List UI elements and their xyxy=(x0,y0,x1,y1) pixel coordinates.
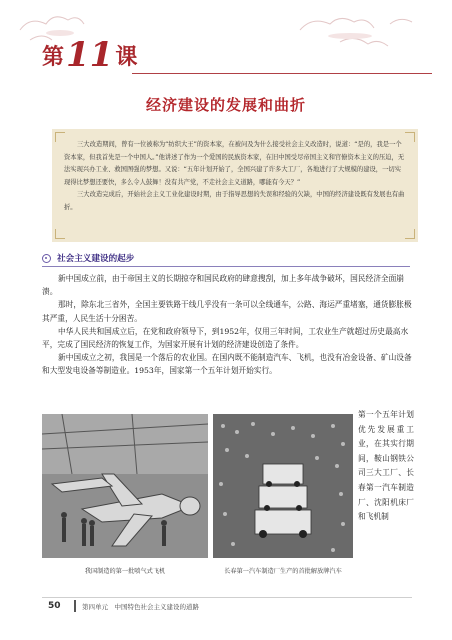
page-number: 50 xyxy=(48,601,61,611)
body-paragraph: 那时，除东北三省外，全国主要铁路干线几乎没有一条可以全线通车，公路、海运严重堵塞，通货膨胀极其严重，人民生活十分困苦。 xyxy=(42,300,412,323)
footer-unit-text: 第四单元 中国特色社会主义建设的道路 xyxy=(82,603,199,611)
corner-ornament xyxy=(405,229,415,239)
intro-box xyxy=(52,129,418,242)
lesson-title-rule xyxy=(132,73,432,74)
corner-ornament xyxy=(55,229,65,239)
page-title: 经济建设的发展和曲折 xyxy=(145,96,306,114)
trucks-crowd-photo xyxy=(213,414,353,558)
section-title: 社会主义建设的起步 xyxy=(57,254,135,264)
body-paragraph: 新中国成立前，由于帝国主义的长期掠夺和国民政府的肆意搜刮，加上多年战争破坏，国民经济全面崩溃。 xyxy=(42,274,404,297)
photo-caption: 我国制造的第一批喷气式飞机 xyxy=(84,568,166,575)
section-divider xyxy=(42,266,410,267)
intro-paragraph: 三大改造完成后，开始社会主义工业化建设时期，由于指导思想的失误和经验的欠缺，中国的经济建设既有发展也有曲折。 xyxy=(64,191,405,211)
lesson-prefix: 第 xyxy=(42,44,65,70)
intro-text xyxy=(64,139,406,215)
jet-aircraft-illustration xyxy=(42,414,208,558)
corner-ornament xyxy=(405,132,415,142)
body-text xyxy=(42,272,414,378)
intro-paragraph: 三大改造期间，曾有一位被称为“纺织大王”的资本家，在被问及为什么接受社会主义改造时，说道：“是的，我是一个资本家，但我首先是一个中国人。”他讲述了作为一个爱国的民族资本家，在旧中国受尽帝国主义和官僚资本主义的压迫，无法实现兴办工业、救国图强的梦想。又说：“五年计划开始了，全国兴建了许多大工厂，各地进行了大规模的建设，一切实现得比梦想还要快，多么令人鼓舞！没有共产党，不走社会主义道路，哪能有今天？” xyxy=(64,141,405,186)
body-paragraph: 新中国成立之初，我国是一个落后的农业国。在国内既不能制造汽车、飞机，也没有冶金设备、矿山设备和大型发电设备等制造业。1953年，国家第一个五年计划开始实行。 xyxy=(42,353,412,376)
footer-divider xyxy=(42,597,412,598)
lesson-number xyxy=(42,35,138,75)
crowd-illustration xyxy=(213,414,353,558)
photo-caption: 长春第一汽车制造厂生产的首批解放牌汽车 xyxy=(224,568,342,575)
side-column-text: 第一个五年计划优先发展重工业，在其实行期间，鞍山钢铁公司三大工厂、长春第一汽车制造厂、沈阳机床厂和飞机制 xyxy=(358,410,414,522)
lesson-suffix: 课 xyxy=(115,44,138,70)
lesson-number-digits: 11 xyxy=(66,35,114,75)
jet-aircraft-photo xyxy=(42,414,208,558)
section-heading xyxy=(42,252,134,264)
footer-separator xyxy=(74,600,76,612)
target-icon xyxy=(42,254,51,263)
body-paragraph: 中华人民共和国成立后，在党和政府领导下，到1952年，仅用三年时间，工农业生产就超过历史最高水平，完成了国民经济的恢复工作，为国家开展有计划的经济建设创造了条件。 xyxy=(42,326,409,350)
